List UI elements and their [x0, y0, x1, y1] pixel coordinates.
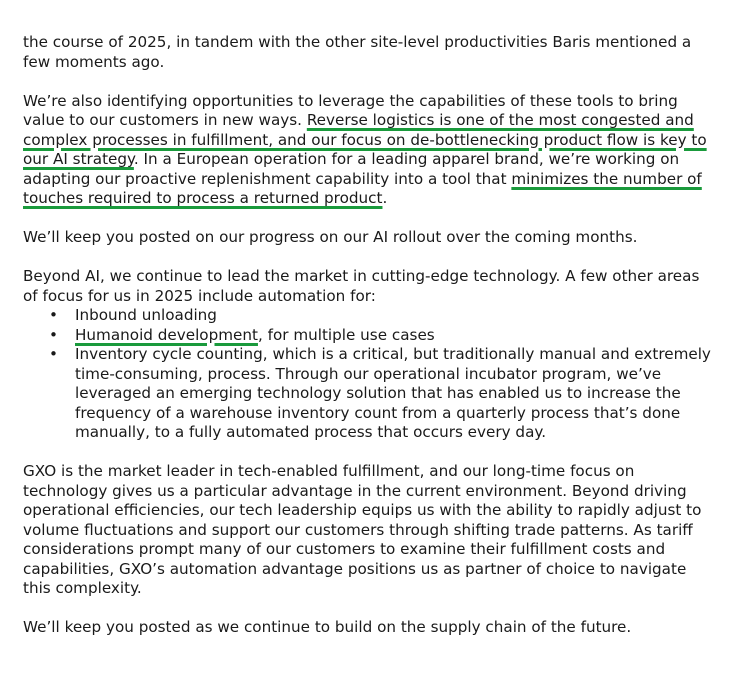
paragraph-text: . In a European operation for a leading apparel brand, we’re working on adapting our proactive replenishment capability into a tool that — [23, 150, 680, 188]
document-body — [23, 33, 713, 638]
underlined-reverse-logistics: Reverse logistics is one of the most congested and complex processes in fulfillment, and our focus on de-bottlenecking product flow is key to our AI strategy — [23, 111, 707, 168]
bullet-icon: • — [49, 325, 58, 344]
underlined-minimizes-touches: minimizes the number of touches required to process a returned product — [23, 169, 702, 207]
bullet-icon: • — [49, 306, 58, 324]
list-item — [23, 326, 713, 346]
paragraph-continuation: the course of 2025, in tandem with the other site-level productivities Baris mentioned a few moments ago. — [23, 33, 692, 71]
list-item-text: Inbound unloading — [75, 306, 217, 324]
paragraph-text: . — [382, 189, 388, 207]
list-item — [23, 306, 713, 326]
paragraph-ai-tools — [23, 92, 713, 209]
list-item — [23, 345, 713, 443]
list-item-text: Inventory cycle counting, which is a critical, but traditionally manual and extremely time-consuming, process. Through our operational incubator program, we’ve leveraged an emerging technology solution that has enabled us to increase the frequency of a warehouse inventory count from a quarterly process that’s done manually, to a fully automated process that occurs every day. — [75, 345, 711, 441]
underlined-humanoid-development: Humanoid development — [75, 325, 258, 344]
automation-list — [23, 306, 713, 443]
paragraph-market-leader: GXO is the market leader in tech-enabled fulfillment, and our long-time focus on technology gives us a particular advantage in the current environment. Beyond driving operational efficiencies, our tech leadership equips us with the ability to rapidly adjust to volume fluctuations and support our customers through shifting trade patterns. As tariff considerations prompt many of our customers to examine their fulfillment costs and capabilities, GXO’s automation advantage positions us as partner of choice to navigate this complexity. — [23, 462, 702, 597]
paragraph-ai-rollout: We’ll keep you posted on our progress on our AI rollout over the coming months. — [23, 228, 638, 246]
list-item-text: , for multiple use cases — [257, 325, 435, 344]
paragraph-closing: We’ll keep you posted as we continue to build on the supply chain of the future. — [23, 618, 632, 636]
paragraph-text: We’re also identifying opportunities to leverage the capabilities of these tools to bring value to our customers in new ways. — [23, 91, 678, 129]
bullet-icon: • — [49, 345, 58, 363]
paragraph-beyond-ai: Beyond AI, we continue to lead the market in cutting-edge technology. A few other areas of focus for us in 2025 include automation for: — [23, 267, 700, 305]
